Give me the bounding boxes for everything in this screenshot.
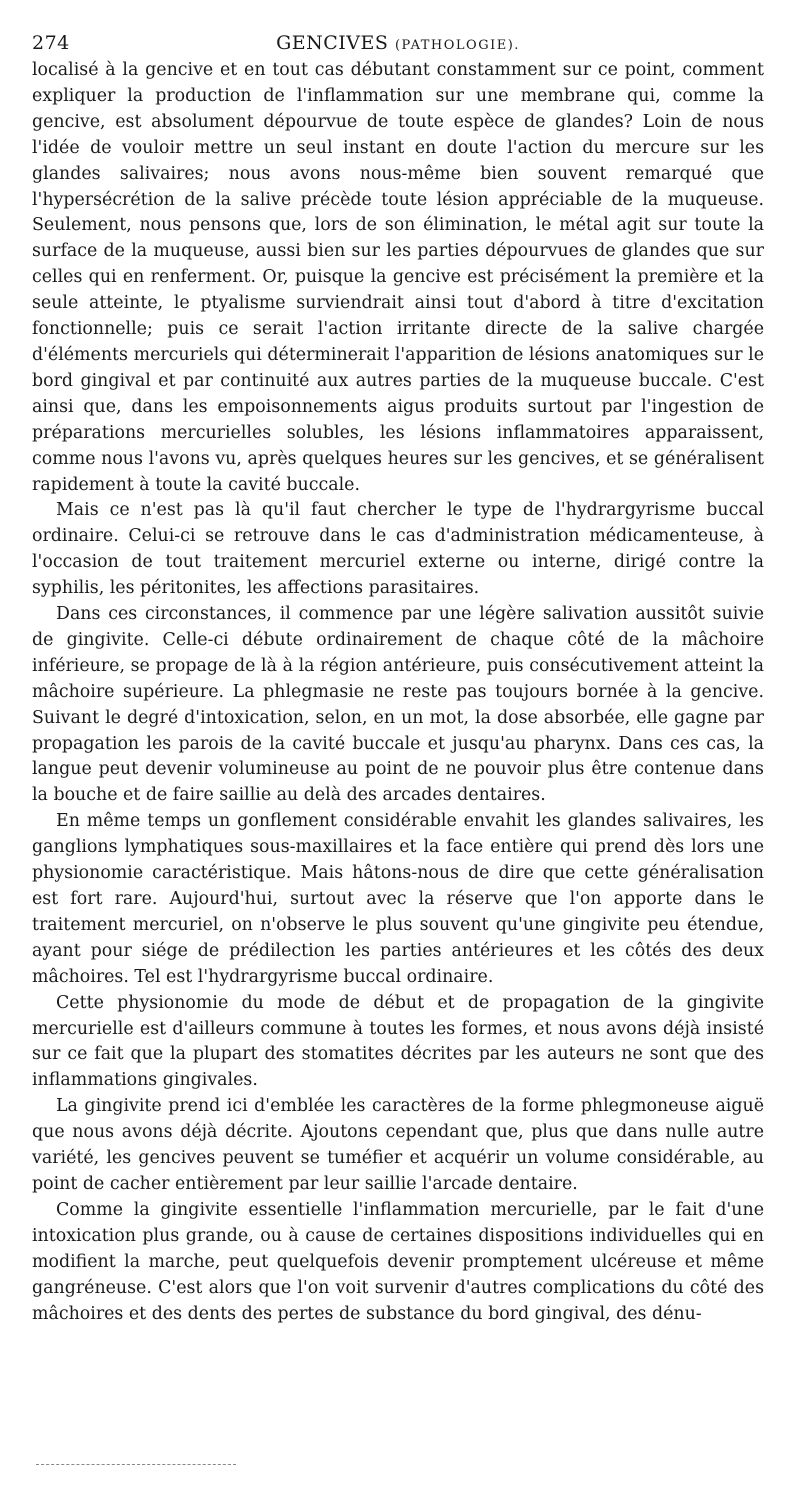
running-head [32, 32, 764, 54]
body-text [32, 58, 764, 1327]
paragraph: Dans ces circonstances, il commence par une légère salivation aussitôt suivie de gingivite. Celle-ci débute ordinairement de chaque côté de la mâchoire inférieure, se propage de là à la région antérieure, puis consécutivement atteint la mâchoire supérieure. La phlegmasie ne reste pas toujours bornée à la gencive. Suivant le degré d'intoxication, selon, en un mot, la dose absorbée, elle gagne par propagation les parois de la cavité buccale et jusqu'au pharynx. Dans ces cas, la langue peut devenir volumineuse au point de ne pouvoir plus être contenue dans la bouche et de faire saillie au delà des arcades dentaires. [32, 604, 764, 806]
paragraph: Cette physionomie du mode de début et de propagation de la gingivite mercurielle est d'ailleurs commune à toutes les formes, et nous avons déjà insisté sur ce fait que la plupart des stomatites décrites par les auteurs ne sont que des inflammations gingivales. [32, 992, 764, 1091]
page-number: 274 [32, 32, 70, 54]
paragraph: La gingivite prend ici d'emblée les caractères de la forme phlegmoneuse aiguë que nous avons déjà décrite. Ajoutons cependant que, plus que dans nulle autre variété, les gencives peuvent se tuméfier et acquérir un volume considérable, au point de cacher entièrement par leur saillie l'arcade dentaire. [32, 1096, 764, 1194]
paragraph: En même temps un gonflement considérable envahit les glandes salivaires, les ganglions lymphatiques sous-maxillaires et la face entière qui prend dès lors une physionomie caractéristique. Mais hâtons-nous de dire que cette généralisation est fort rare. Aujourd'hui, surtout avec la réserve que l'on apporte dans le traitement mercuriel, on n'observe le plus souvent qu'une gingivite peu étendue, ayant pour siége de prédilection les parties antérieures et les côtés des deux mâchoires. Tel est l'hydrargyrisme buccal ordinaire. [32, 811, 764, 987]
running-subtitle: (PATHOLOGIE). [394, 38, 520, 53]
document-page [32, 28, 764, 1327]
paragraph: Comme la gingivite essentielle l'inflammation mercurielle, par le fait d'une intoxication plus grande, ou à cause de certaines dispositions individuelles qui en modifient la marche, peut quelquefois devenir promptement ulcéreuse et même gangréneuse. C'est alors que l'on voit survenir d'autres complications du côté des mâchoires et des dents des pertes de substance du bord gingival, des dénu- [32, 1199, 764, 1324]
paragraph: Mais ce n'est pas là qu'il faut chercher le type de l'hydrargyrisme buccal ordinaire. Celui-ci se retrouve dans le cas d'administration médicamenteuse, à l'occasion de tout traitement mercuriel externe ou interne, dirigé contre la syphilis, les péritonites, les affections parasitaires. [32, 500, 764, 599]
running-title: GENCIVES [276, 32, 389, 54]
page-header [32, 28, 764, 58]
paragraph-continued: localisé à la gencive et en tout cas débutant constamment sur ce point, comment expliquer la production de l'inflammation sur une membrane qui, comme la gencive, est absolument dépourvue de toute espèce de glandes? Loin de nous l'idée de vouloir mettre un seul instant en doute l'action du mercure sur les glandes salivaires; nous avons nous-même bien souvent remarqué que l'hypersécrétion de la salive précède toute lésion appréciable de la muqueuse. Seulement, nous pensons que, lors de son élimination, le métal agit sur toute la surface de la muqueuse, aussi bien sur les parties dépourvues de glandes que sur celles qui en renferment. Or, puisque la gencive est précisément la première et la seule atteinte, le ptyalisme surviendrait ainsi tout d'abord à titre d'excitation fonctionnelle; puis ce serait l'action irritante directe de la salive chargée d'éléments mercuriels qui déterminerait l'apparition de lésions anatomiques sur le bord gingival et par continuité aux autres parties de la muqueuse buccale. C'est ainsi que, dans les empoisonnements aigus produits surtout par l'ingestion de préparations mercurielles solubles, les lésions inflammatoires apparaissent, comme nous l'avons vu, après quelques heures sur les gencives, et se généralisent rapidement à toute la cavité buccale. [32, 60, 764, 495]
footer-rule [36, 1464, 236, 1465]
